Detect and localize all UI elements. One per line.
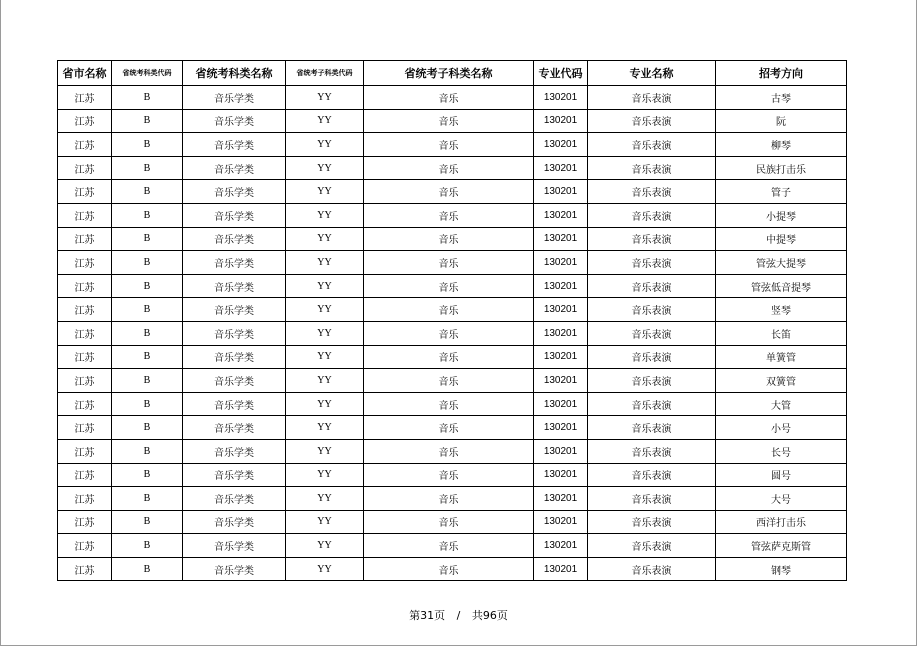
cell-direction: 管子 [716,180,847,204]
table-row [58,557,847,581]
cell-province: 江苏 [58,557,112,581]
cell-subcategory-code: YY [286,392,364,416]
cell-major-code: 130201 [534,156,588,180]
cell-major-code: 130201 [534,180,588,204]
cell-category-code: B [112,416,183,440]
cell-subcategory-code: YY [286,345,364,369]
cell-category-code: B [112,109,183,133]
cell-category-name: 音乐学类 [183,557,286,581]
cell-subcategory-name: 音乐 [364,203,534,227]
cell-category-name: 音乐学类 [183,274,286,298]
cell-major-code: 130201 [534,251,588,275]
cell-major-name: 音乐表演 [588,463,716,487]
cell-major-name: 音乐表演 [588,274,716,298]
cell-major-name: 音乐表演 [588,321,716,345]
cell-direction: 民族打击乐 [716,156,847,180]
cell-subcategory-code: YY [286,487,364,511]
cell-subcategory-code: YY [286,203,364,227]
cell-subcategory-code: YY [286,156,364,180]
cell-category-name: 音乐学类 [183,203,286,227]
cell-category-name: 音乐学类 [183,510,286,534]
header-subcategory-name: 省统考子科类名称 [364,61,534,86]
cell-major-code: 130201 [534,557,588,581]
cell-province: 江苏 [58,227,112,251]
cell-subcategory-code: YY [286,534,364,558]
cell-province: 江苏 [58,392,112,416]
table-row [58,439,847,463]
table-row [58,369,847,393]
table-row [58,86,847,110]
cell-direction: 阮 [716,109,847,133]
cell-subcategory-name: 音乐 [364,180,534,204]
cell-province: 江苏 [58,487,112,511]
cell-direction: 竖琴 [716,298,847,322]
cell-subcategory-name: 音乐 [364,298,534,322]
cell-subcategory-code: YY [286,180,364,204]
cell-province: 江苏 [58,345,112,369]
cell-direction: 小提琴 [716,203,847,227]
cell-subcategory-name: 音乐 [364,534,534,558]
cell-category-code: B [112,227,183,251]
cell-major-code: 130201 [534,534,588,558]
table-row [58,203,847,227]
table-row [58,109,847,133]
cell-category-code: B [112,487,183,511]
cell-subcategory-name: 音乐 [364,133,534,157]
cell-province: 江苏 [58,416,112,440]
cell-province: 江苏 [58,251,112,275]
table-row [58,510,847,534]
cell-direction: 小号 [716,416,847,440]
header-major-code: 专业代码 [534,61,588,86]
table-row [58,274,847,298]
cell-subcategory-code: YY [286,274,364,298]
cell-category-name: 音乐学类 [183,156,286,180]
cell-direction: 大号 [716,487,847,511]
table-row [58,392,847,416]
cell-major-code: 130201 [534,510,588,534]
table-row [58,251,847,275]
cell-category-name: 音乐学类 [183,180,286,204]
table-row [58,487,847,511]
table-row [58,345,847,369]
cell-subcategory-code: YY [286,369,364,393]
cell-direction: 长笛 [716,321,847,345]
cell-direction: 管弦低音提琴 [716,274,847,298]
cell-category-code: B [112,463,183,487]
table-body [58,86,847,581]
cell-province: 江苏 [58,321,112,345]
cell-province: 江苏 [58,86,112,110]
cell-major-name: 音乐表演 [588,203,716,227]
cell-subcategory-code: YY [286,227,364,251]
cell-major-code: 130201 [534,487,588,511]
cell-category-name: 音乐学类 [183,321,286,345]
cell-major-name: 音乐表演 [588,534,716,558]
cell-category-name: 音乐学类 [183,439,286,463]
cell-province: 江苏 [58,274,112,298]
cell-subcategory-code: YY [286,510,364,534]
cell-direction: 大管 [716,392,847,416]
cell-major-name: 音乐表演 [588,133,716,157]
cell-major-name: 音乐表演 [588,557,716,581]
cell-category-name: 音乐学类 [183,133,286,157]
cell-subcategory-name: 音乐 [364,369,534,393]
cell-direction: 管弦大提琴 [716,251,847,275]
cell-category-code: B [112,156,183,180]
cell-major-code: 130201 [534,416,588,440]
cell-major-name: 音乐表演 [588,369,716,393]
page-footer [0,607,917,623]
cell-province: 江苏 [58,109,112,133]
cell-province: 江苏 [58,133,112,157]
cell-category-code: B [112,133,183,157]
cell-subcategory-code: YY [286,298,364,322]
cell-major-name: 音乐表演 [588,439,716,463]
cell-major-name: 音乐表演 [588,251,716,275]
cell-major-name: 音乐表演 [588,487,716,511]
table-row [58,463,847,487]
cell-major-code: 130201 [534,133,588,157]
header-province: 省市名称 [58,61,112,86]
cell-direction: 钢琴 [716,557,847,581]
cell-direction: 柳琴 [716,133,847,157]
page-current: 第31页 [409,609,446,622]
cell-subcategory-name: 音乐 [364,274,534,298]
cell-province: 江苏 [58,180,112,204]
table-row [58,180,847,204]
header-direction: 招考方向 [716,61,847,86]
cell-subcategory-name: 音乐 [364,251,534,275]
cell-province: 江苏 [58,156,112,180]
cell-major-name: 音乐表演 [588,416,716,440]
cell-subcategory-code: YY [286,321,364,345]
cell-subcategory-name: 音乐 [364,227,534,251]
cell-major-name: 音乐表演 [588,510,716,534]
cell-subcategory-name: 音乐 [364,416,534,440]
cell-major-code: 130201 [534,345,588,369]
cell-subcategory-code: YY [286,251,364,275]
cell-category-name: 音乐学类 [183,298,286,322]
table-row [58,321,847,345]
cell-subcategory-name: 音乐 [364,345,534,369]
cell-category-code: B [112,557,183,581]
cell-major-code: 130201 [534,109,588,133]
cell-major-code: 130201 [534,274,588,298]
cell-direction: 西洋打击乐 [716,510,847,534]
cell-subcategory-code: YY [286,416,364,440]
cell-subcategory-name: 音乐 [364,86,534,110]
cell-major-code: 130201 [534,439,588,463]
header-category-code: 省统考科类代码 [112,61,183,86]
cell-subcategory-name: 音乐 [364,321,534,345]
cell-major-name: 音乐表演 [588,345,716,369]
cell-category-code: B [112,321,183,345]
cell-major-code: 130201 [534,86,588,110]
cell-category-name: 音乐学类 [183,534,286,558]
cell-subcategory-name: 音乐 [364,439,534,463]
cell-major-name: 音乐表演 [588,86,716,110]
data-table [57,60,847,581]
header-category-name: 省统考科类名称 [183,61,286,86]
cell-major-code: 130201 [534,298,588,322]
cell-category-name: 音乐学类 [183,345,286,369]
cell-category-code: B [112,180,183,204]
cell-category-name: 音乐学类 [183,487,286,511]
cell-province: 江苏 [58,369,112,393]
cell-subcategory-name: 音乐 [364,557,534,581]
header-subcategory-code: 省统考子科类代码 [286,61,364,86]
cell-category-code: B [112,298,183,322]
cell-category-name: 音乐学类 [183,392,286,416]
table-row [58,156,847,180]
cell-direction: 管弦萨克斯管 [716,534,847,558]
cell-category-code: B [112,534,183,558]
cell-major-code: 130201 [534,369,588,393]
cell-subcategory-name: 音乐 [364,109,534,133]
cell-subcategory-code: YY [286,557,364,581]
table-row [58,534,847,558]
cell-major-name: 音乐表演 [588,109,716,133]
cell-major-name: 音乐表演 [588,392,716,416]
cell-category-code: B [112,251,183,275]
cell-category-name: 音乐学类 [183,227,286,251]
cell-province: 江苏 [58,203,112,227]
table-row [58,416,847,440]
cell-subcategory-code: YY [286,133,364,157]
cell-direction: 中提琴 [716,227,847,251]
cell-category-name: 音乐学类 [183,109,286,133]
cell-direction: 单簧管 [716,345,847,369]
cell-category-name: 音乐学类 [183,416,286,440]
cell-category-name: 音乐学类 [183,369,286,393]
cell-province: 江苏 [58,534,112,558]
cell-category-name: 音乐学类 [183,251,286,275]
cell-category-code: B [112,369,183,393]
cell-province: 江苏 [58,510,112,534]
cell-major-code: 130201 [534,203,588,227]
table-header-row [58,61,847,86]
cell-subcategory-name: 音乐 [364,392,534,416]
cell-major-code: 130201 [534,227,588,251]
cell-subcategory-name: 音乐 [364,463,534,487]
cell-category-code: B [112,510,183,534]
cell-category-code: B [112,439,183,463]
cell-category-code: B [112,86,183,110]
cell-major-code: 130201 [534,392,588,416]
page-separator: / [456,609,461,622]
cell-major-code: 130201 [534,321,588,345]
cell-subcategory-code: YY [286,86,364,110]
table-row [58,298,847,322]
table-row [58,227,847,251]
cell-major-code: 130201 [534,463,588,487]
cell-category-name: 音乐学类 [183,86,286,110]
cell-province: 江苏 [58,463,112,487]
cell-category-code: B [112,345,183,369]
cell-subcategory-name: 音乐 [364,510,534,534]
cell-subcategory-code: YY [286,463,364,487]
cell-category-name: 音乐学类 [183,463,286,487]
cell-category-code: B [112,392,183,416]
cell-direction: 双簧管 [716,369,847,393]
header-major-name: 专业名称 [588,61,716,86]
cell-subcategory-name: 音乐 [364,156,534,180]
cell-major-name: 音乐表演 [588,227,716,251]
cell-subcategory-code: YY [286,109,364,133]
cell-subcategory-name: 音乐 [364,487,534,511]
cell-subcategory-code: YY [286,439,364,463]
cell-major-name: 音乐表演 [588,180,716,204]
page-total: 共96页 [471,609,508,622]
cell-category-code: B [112,203,183,227]
cell-province: 江苏 [58,298,112,322]
table-row [58,133,847,157]
cell-major-name: 音乐表演 [588,156,716,180]
cell-direction: 古琴 [716,86,847,110]
cell-province: 江苏 [58,439,112,463]
cell-category-code: B [112,274,183,298]
cell-major-name: 音乐表演 [588,298,716,322]
cell-direction: 长号 [716,439,847,463]
cell-direction: 圆号 [716,463,847,487]
